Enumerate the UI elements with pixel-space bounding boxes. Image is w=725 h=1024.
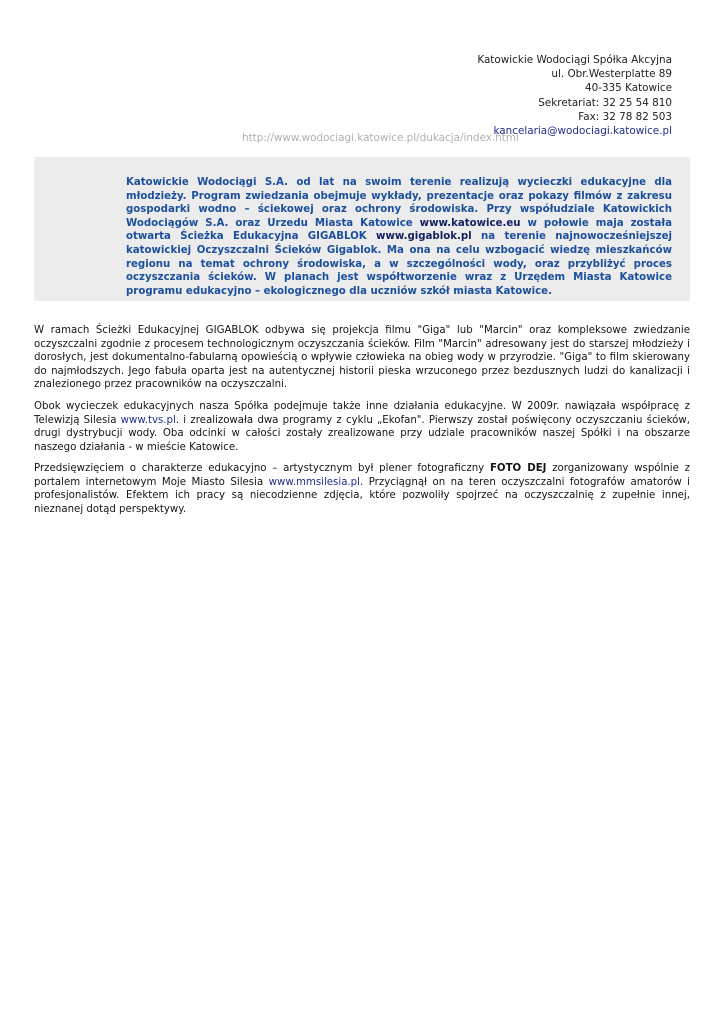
- paragraph-photo-plener: [34, 462, 690, 516]
- paragraph2-part-1: Obok wycieczek edukacyjnych nasza Spółka podejmuje także inne działania edukacyjne. W 2009r. nawiązała współpracę z Telewizją Silesia: [34, 401, 690, 426]
- paragraph3-part-1: Przedsięwzięciem o charakterze edukacyjno – artystycznym był plener fotograficzny: [34, 463, 490, 474]
- foto-dej-label: FOTO DEJ: [489, 463, 547, 474]
- city-address: 40-335 Katowice: [584, 82, 672, 95]
- tvs-link[interactable]: www.tvs.pl: [120, 414, 176, 426]
- source-url: http://www.wodociagi.katowice.pl/dukacja/index.html: [242, 132, 519, 144]
- fax-number: Fax: 32 78 82 503: [578, 110, 672, 123]
- paragraph2-part-2: . i zrealizowała dwa programy z cyklu „Ekofan". Pierwszy został poświęcony oczyszczaniu ścieków, drugi dystrybucji wody. Oba odcinki w całości zostały zrealizowane przy udziale pracowników naszej Spółki i na obszarze naszego działania - w mieście Katowice.: [34, 414, 690, 453]
- secretariat-phone: Sekretariat: 32 25 54 810: [538, 96, 672, 109]
- paragraph-gigablok-path: W ramach Ścieżki Edukacyjnej GIGABLOK odbywa się projekcja filmu "Giga" lub "Marcin" oraz kompleksowe zwiedzanie oczyszczalni zgodnie z procesem technologicznym oczyszczania ścieków. Film "Marcin" adresowany jest do starszej młodzieży i dorosłych, jest dokumentalno-fabularną opowieścią o wpływie człowieka na obieg wody w przyrodzie. "Giga" to film skierowany do najmłodszych. Jego fabuła oparta jest na autentycznej historii pieska wrzuconego przez bezdusznych ludzi do kanalizacji i znalezionego przez pracowników na oczyszczalni.: [34, 325, 690, 391]
- intro-part-3: na terenie najnowocześniejszej katowickiej Oczyszczalni Ścieków Gigablok. Ma ona na celu wzbogacić wiedzę mieszkańców regionu na temat ochrony środowiska, a w szczególności wody, oraz przybliżyć proces oczyszczania ścieków. W planach jest współtworzenie wraz z Urzędem Miasta Katowice programu edukacyjno – ekologicznego dla uczniów szkół miasta Katowice.: [126, 231, 672, 297]
- mmsilesia-link[interactable]: www.mmsilesia.pl: [268, 476, 360, 488]
- company-name: Katowickie Wodociągi Spółka Akcyjna: [477, 54, 672, 66]
- paragraph3-part-2: zorganizowany wspólnie z portalem internetowym Moje Miasto Silesia: [34, 463, 691, 488]
- contact-block: [477, 53, 672, 138]
- katowice-link[interactable]: www.katowice.eu: [419, 217, 521, 229]
- gigablok-link[interactable]: www.gigablok.pl: [376, 231, 472, 243]
- paragraph-tv-cooperation: [34, 400, 690, 454]
- intro-part-1: Katowickie Wodociągi S.A. od lat na swoim terenie realizują wycieczki edukacyjne dla młodzieży. Program zwiedzania obejmuje wykłady, prezentacje oraz pokazy filmów z zakresu gospodarki wodno – ściekowej oraz ochrony środowiska. Przy współudziale Katowickich Wodociągów S.A. oraz Urzedu Miasta Katowice: [126, 177, 672, 229]
- paragraph3-part-3: . Przyciągnął on na teren oczyszczalni fotografów amatorów i profesjonalistów. Efektem ich pracy są niecodzienne zdjęcia, które pozwoliły spojrzeć na oczyszczalnię z zupełnie innej, nieznanej dotąd perspektywy.: [34, 476, 690, 515]
- intro-part-2: w połowie maja została otwarta Ścieżka Edukacyjna GIGABLOK: [126, 217, 673, 243]
- intro-text: [126, 176, 672, 298]
- street-address: ul. Obr.Westerplatte 89: [551, 68, 672, 81]
- email-link[interactable]: kancelaria@wodociagi.katowice.pl: [493, 125, 672, 138]
